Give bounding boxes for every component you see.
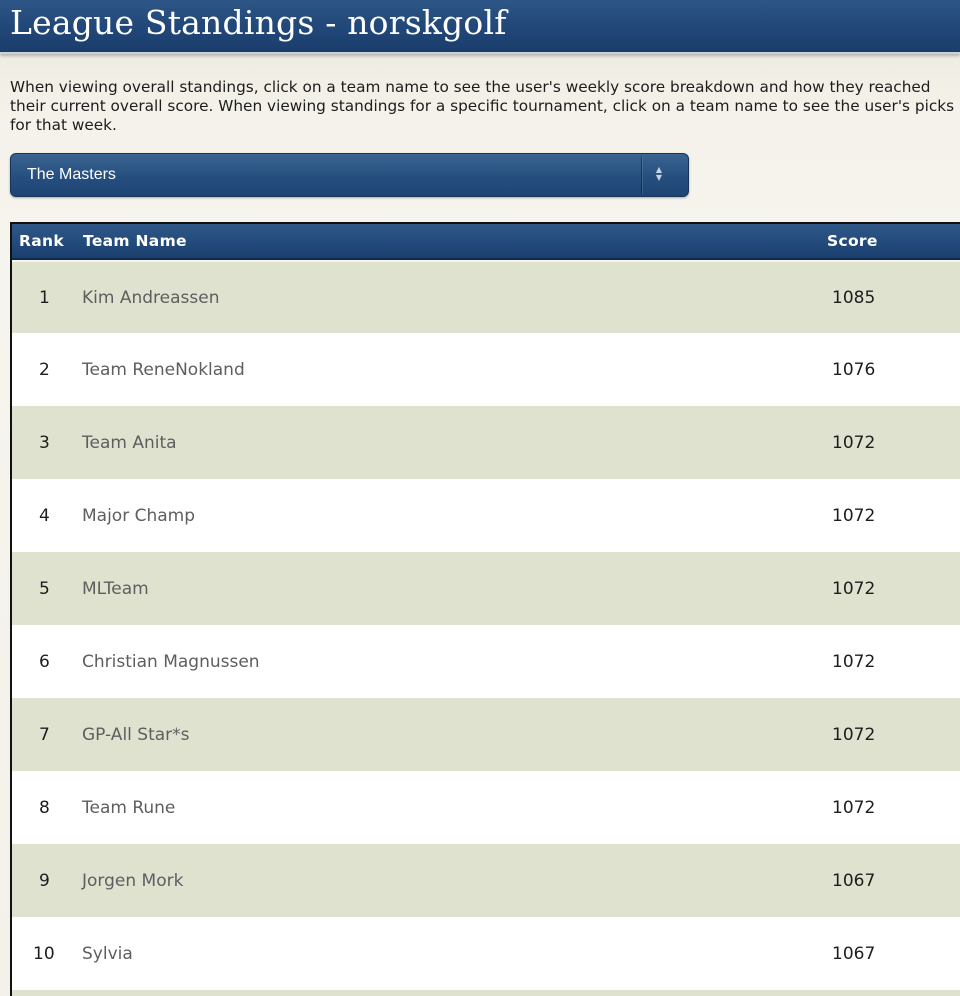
table-row[interactable] [12,406,960,479]
table-row[interactable] [12,262,960,333]
table-row[interactable] [12,844,960,917]
row-score: 1067 [832,944,876,964]
row-rank: 1 [39,288,50,308]
table-row[interactable] [12,552,960,625]
row-team-name[interactable]: MLTeam [82,579,149,599]
row-rank: 5 [39,579,50,599]
row-rank: 10 [33,944,55,964]
col-header-rank[interactable]: Rank [19,232,64,250]
col-header-score[interactable]: Score [827,232,878,250]
row-rank: 3 [39,433,50,453]
row-score: 1072 [832,579,876,599]
row-team-name[interactable]: Team Anita [82,433,177,453]
row-score: 1072 [832,506,876,526]
row-team-name[interactable]: GP-All Star*s [82,725,190,745]
row-rank: 7 [39,725,50,745]
row-score: 1085 [832,288,876,308]
standings-table [10,222,960,996]
table-row[interactable] [12,479,960,552]
row-team-name[interactable]: Team ReneNokland [82,360,245,380]
table-row[interactable] [12,990,960,996]
page-title: League Standings - norskgolf [10,3,507,42]
row-score: 1072 [832,725,876,745]
table-row[interactable] [12,625,960,698]
title-bar [0,0,960,54]
row-score: 1072 [832,433,876,453]
row-rank: 4 [39,506,50,526]
tournament-select-value: The Masters [27,166,116,183]
row-rank: 6 [39,652,50,672]
row-team-name[interactable]: Sylvia [82,944,133,964]
row-score: 1076 [832,360,876,380]
table-header [12,224,960,260]
table-row[interactable] [12,698,960,771]
table-row[interactable] [12,917,960,990]
row-team-name[interactable]: Kim Andreassen [82,288,220,308]
col-header-team[interactable]: Team Name [83,232,187,250]
row-team-name[interactable]: Team Rune [82,798,176,818]
row-score: 1067 [832,871,876,891]
row-score: 1072 [832,652,876,672]
row-team-name[interactable]: Christian Magnussen [82,652,260,672]
intro-text: When viewing overall standings, click on a team name to see the user's weekly score breakdown and how they reached their current overall score. When viewing standings for a specific tournament, click on a team name to see the user's picks for that week. [10,78,955,134]
row-score: 1072 [832,798,876,818]
tournament-select[interactable] [10,153,689,197]
row-team-name[interactable]: Jorgen Mork [82,871,184,891]
row-rank: 8 [39,798,50,818]
row-team-name[interactable]: Major Champ [82,506,196,526]
row-rank: 9 [39,871,50,891]
row-rank: 2 [39,360,50,380]
updown-chevron-icon: ▲ ▼ [655,165,663,182]
table-row[interactable] [12,333,960,406]
select-divider [641,156,642,194]
table-row[interactable] [12,771,960,844]
